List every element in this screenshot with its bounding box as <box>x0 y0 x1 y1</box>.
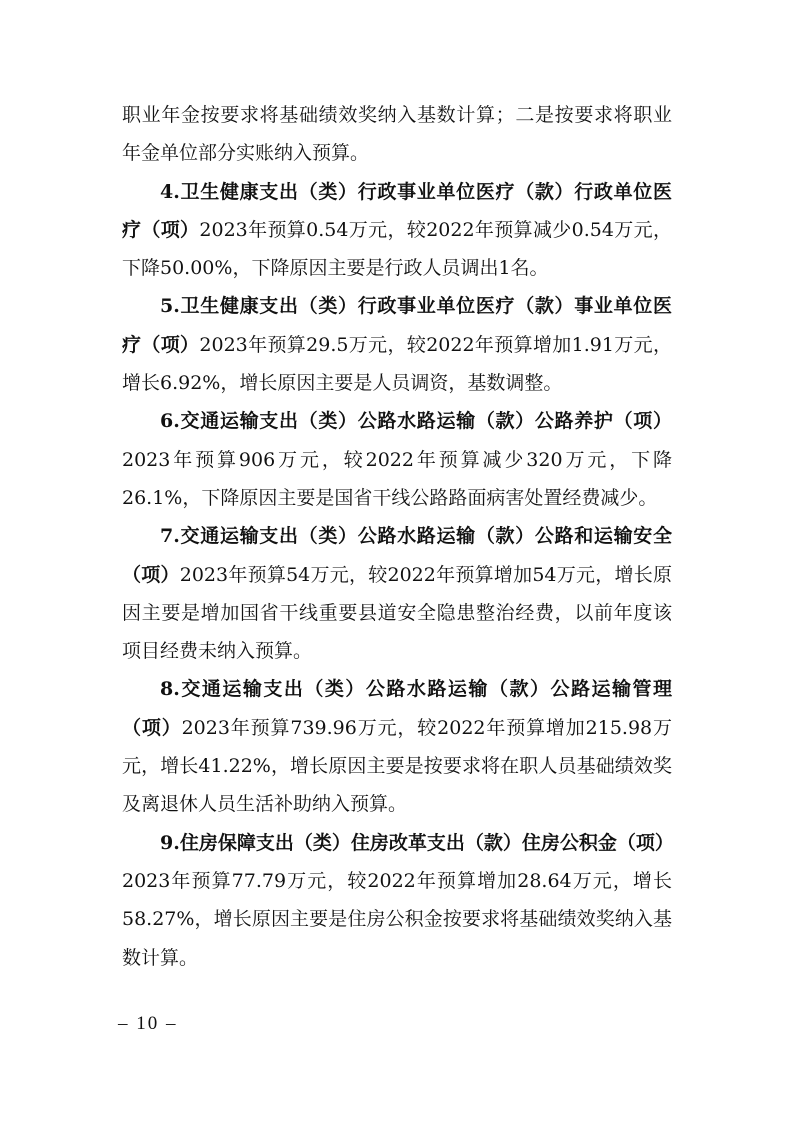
paragraph-heading: 5.卫生健康支出（类）行政事业单位医疗（款）事业单位医疗（项） <box>122 295 672 356</box>
paragraph-heading: 9.住房保障支出（类）住房改革支出（款）住房公积金（项） <box>160 831 674 854</box>
paragraph-item-9 <box>122 824 672 977</box>
paragraph-heading: 6.交通运输支出（类）公路水路运输（款）公路养护（项） <box>160 410 672 433</box>
page-number: – 10 – <box>118 1013 178 1034</box>
paragraph-item-5 <box>122 287 672 402</box>
paragraph-body: 2023年预算739.96万元，较2022年预算增加215.98万元，增长41.22%，增长原因主要是按要求将在职人员基础绩效奖及离退休人员生活补助纳入预算。 <box>122 716 672 816</box>
paragraph-body: 2023年预算0.54万元，较2022年预算减少0.54万元，下降50.00%，下降原因主要是行政人员调出1名。 <box>122 218 672 280</box>
paragraph-heading: 7.交通运输支出（类）公路水路运输（款）公路和运输安全（项） <box>122 525 672 586</box>
paragraph-item-4 <box>122 173 672 288</box>
paragraph-body: 2023年预算906万元，较2022年预算减少320万元，下降26.1%，下降原因主要是国省干线公路路面病害处置经费减少。 <box>122 448 672 509</box>
body-text <box>122 96 672 977</box>
paragraph-body: 2023年预算77.79万元，较2022年预算增加28.64万元，增长58.27%，增长原因主要是住房公积金按要求将基础绩效奖纳入基数计算。 <box>122 869 672 969</box>
paragraph-item-7 <box>122 517 672 670</box>
paragraph-continuation <box>122 96 672 173</box>
paragraph-body: 2023年预算29.5万元，较2022年预算增加1.91万元，增长6.92%，增长原因主要是人员调资，基数调整。 <box>122 333 672 395</box>
paragraph-heading: 4.卫生健康支出（类）行政事业单位医疗（款）行政单位医疗（项） <box>122 180 672 241</box>
paragraph-heading: 8.交通运输支出（类）公路水路运输（款）公路运输管理（项） <box>122 678 672 739</box>
paragraph-body: 2023年预算54万元，较2022年预算增加54万元，增长原因主要是增加国省干线重要县道安全隐患整治经费，以前年度该项目经费未纳入预算。 <box>122 563 672 663</box>
paragraph-body: 职业年金按要求将基础绩效奖纳入基数计算；二是按要求将职业年金单位部分实账纳入预算。 <box>122 104 672 165</box>
paragraph-item-8 <box>122 670 672 823</box>
paragraph-item-6 <box>122 402 672 517</box>
